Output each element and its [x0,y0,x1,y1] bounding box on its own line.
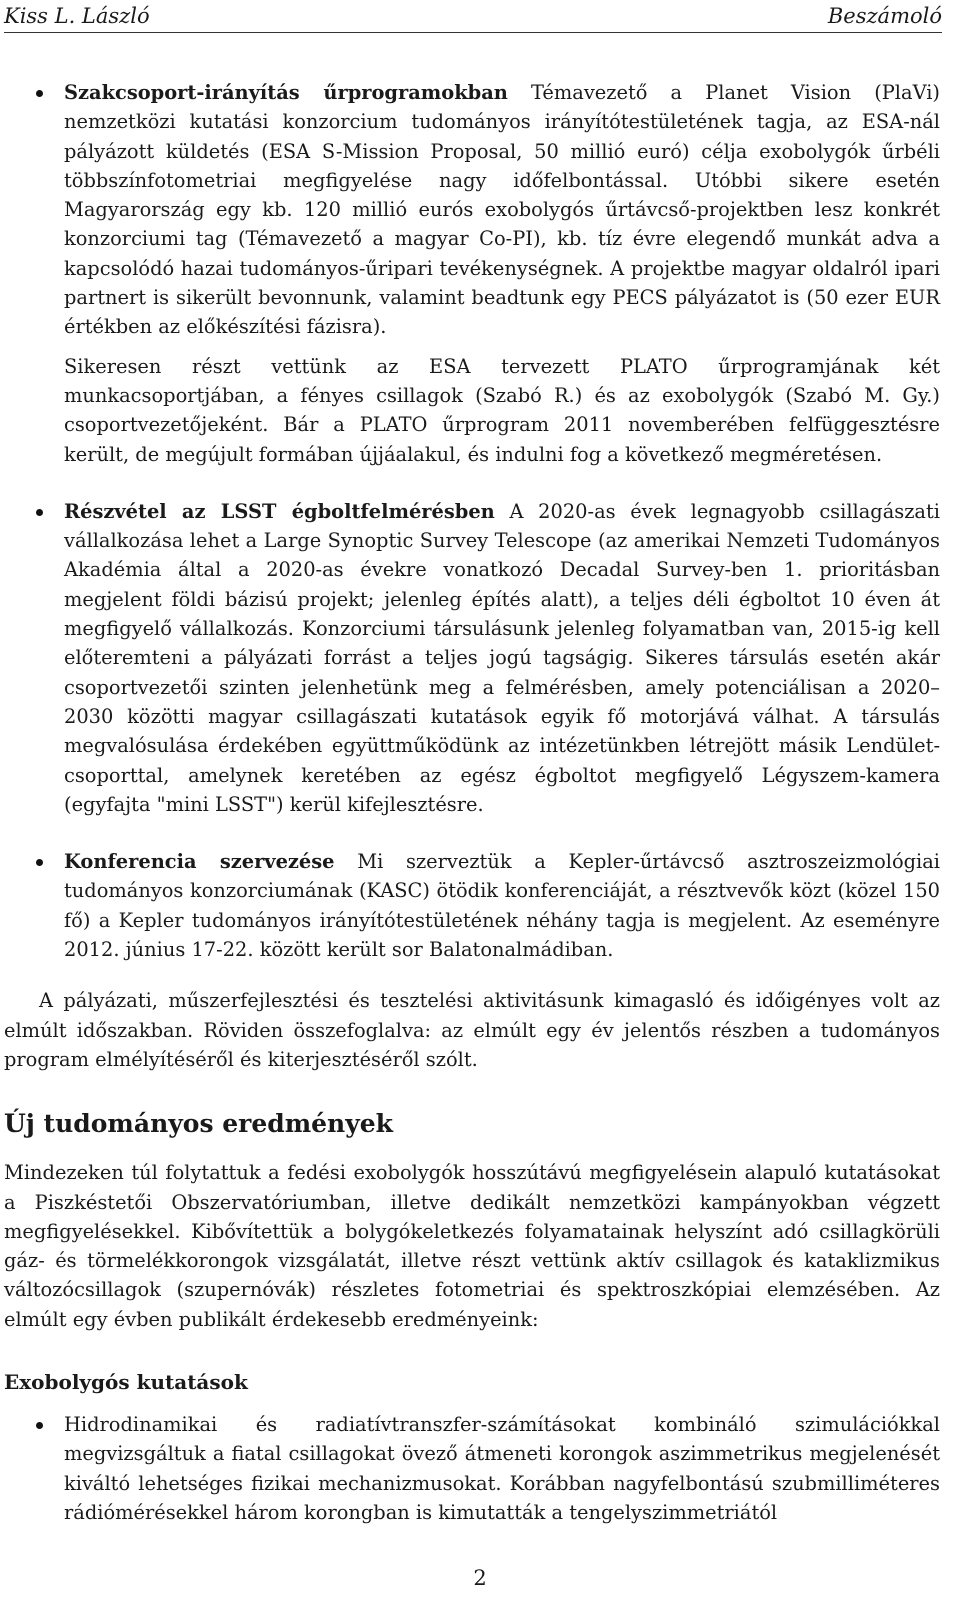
list-item [4,847,940,964]
document-body [4,78,940,1527]
item-text: A 2020-as évek legnagyobb csillagászati vállalkozása lehet a Large Synoptic Survey Telescope (az amerikai Nemzeti Tudományos Akadémia által a 2020-as évekre vonatkozó Decadal Survey-ben 1. prioritásban megjelent földi bázisú projekt; jelenleg építés alatt), a teljes déli égboltot 10 éven át megfigyelő vállalkozás. Konzorciumi társulásunk jelenleg folyamatban van, 2015-ig kell előteremteni a pályázati forrást a teljes jogú tagságig. Sikeres társulás esetén akár csoportvezetői szinten jelenhetünk meg a felmérésben, amely potenciálisan a 2020–2030 közötti magyar csillagászati kutatások egyik fő motorjává válhat. A társulás megvalósulása érdekében együttműködünk az intézetünkben létrejött másik Lendület-csoporttal, amelynek keretében az egész égboltot megfigyelő Légyszem-kamera (egyfajta "mini LSST") kerül kifejlesztésre. [64,499,940,816]
section-title: Új tudományos eredmények [4,1109,393,1139]
item-text: Témavezető a Planet Vision (PlaVi) nemzetközi kutatási konzorcium tudományos irányítótestületének tagja, az ESA-nál pályázott küldetés (ESA S-Mission Proposal, 50 millió euró) célja exobolygók űrbéli többszínfotometriai megfigyelése nagy időfelbontással. Utóbbi sikere esetén Magyarország egy kb. 120 millió eurós exobolygós űrtávcső-projektben lesz konkrét konzorciumi tag (Témavezető a magyar Co-PI), kb. tíz évre elegendő munkát adva a kapcsolódó hazai tudományos-űripari tevékenységnek. A projektbe magyar oldalról ipari partnert is sikerült bevonnunk, valamint beadtunk egy PECS pályázatot is (50 ezer EUR értékben az előkészítési fázisra). [64,81,940,339]
header-document-type: Beszámoló [827,4,942,28]
item-title: Konferencia szervezése [64,850,335,874]
results-list [4,1410,940,1527]
result-item-text: Hidrodinamikai és radiatívtranszfer-számításokat kombináló szimulációkkal megvizsgáltuk a fiatal csillagokat övező átmeneti korongok aszimmetrikus megjelenését kiváltó lehetséges fizikai mechanizmusokat. Korábban nagyfelbontású szubmilliméteres rádiómérésekkel három korongban is kimutatták a tengelyszimmetriától [64,1412,940,1524]
list-item-paragraph [64,847,940,964]
page-number: 2 [473,1566,487,1590]
list-item [4,1410,940,1527]
item-title: Szakcsoport-irányítás űrprogramokban [64,81,508,104]
subsection-title: Exobolygós kutatások [4,1369,248,1394]
header-author: Kiss L. László [4,4,150,28]
item-extra-paragraph: Sikeresen részt vettünk az ESA tervezett PLATO űrprogramjának két munkacsoportjában, a fényes csillagok (Szabó R.) és az exobolygók (Szabó M. Gy.) csoportvezetőjeként. Bár a PLATO űrprogram 2011 novemberében felfüggesztésre került, de megújult formában újjáalakul, és indulni fog a következő megméretésen. [64,354,940,466]
list-item-paragraph [64,78,940,342]
item-title: Részvétel az LSST égboltfelmérésben [64,499,495,523]
list-item [4,497,940,819]
activity-list [4,78,940,964]
item-text: Mi szerveztük a Kepler-űrtávcső asztroszeizmológiai tudományos konzorciumának (KASC) ötödik konferenciáját, a résztvevők közt (közel 150 fő) a Kepler tudományos irányítótestületének néhány tagja is megjelent. Az eseményre 2012. június 17-22. között került sor Balatonalmádiban. [64,850,940,962]
section-paragraph: Mindezeken túl folytattuk a fedési exobolygók hosszútávú megfigyelésein alapuló kutatásokat a Piszkéstetői Obszervatóriumban, illetve dedikált nemzetközi kampányokban végzett megfigyelésekkel. Kibővítettük a bolygókeletkezés folyamatainak helyszínt adó csillagkörüli gáz- és törmelékkorongok vizsgálatát, illetve részt vettünk aktív csillagok és kataklizmikus változócsillagok (szupernóvák) részletes fotometriai és spektroszkópiai elemzésében. Az elmúlt egy évben publikált érdekesebb eredményeink: [4,1161,940,1331]
summary-paragraph: A pályázati, műszerfejlesztési és tesztelési aktivitásunk kimagasló és időigényes volt az elmúlt időszakban. Röviden összefoglalva: az elmúlt egy év jelentős részben a tudományos program elmélyítéséről és kiterjesztéséről szólt. [4,989,940,1071]
list-item [4,78,940,469]
page-header [4,2,942,33]
list-item-paragraph [64,497,940,819]
